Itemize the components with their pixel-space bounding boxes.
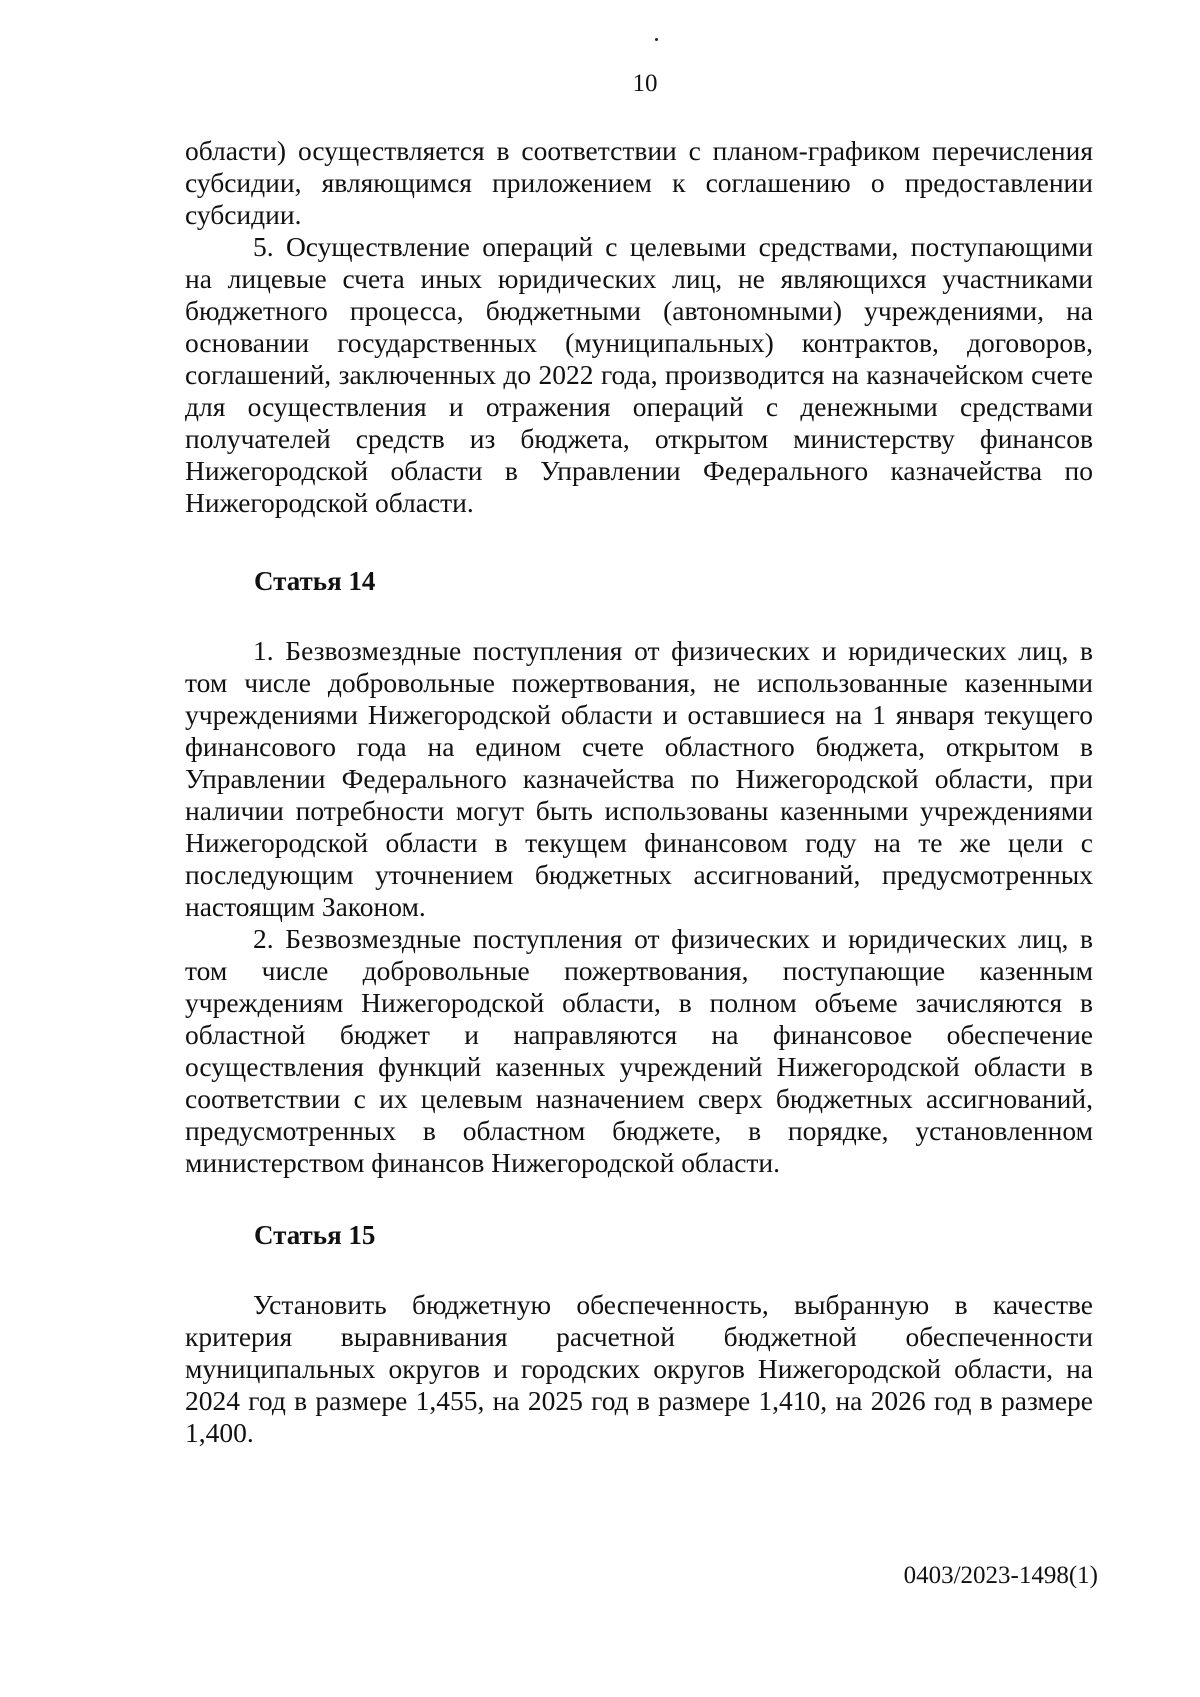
paragraph-continuation: области) осуществляется в соответствии с планом-графиком перечисления субсидии, являющимся приложением к соглашению о предоставлении субсидии.	[185, 135, 1093, 230]
page-number: 10	[632, 70, 658, 97]
article-14-title: Статья 14	[254, 566, 376, 596]
article-14-paragraph-1: 1. Безвозмездные поступления от физических и юридических лиц, в том числе добровольные пожертвования, не использованные казенными учреждениями Нижегородской области и оставшиеся на 1 января текущего финансового года на едином счете областного бюджета, открытом в Управлении Федерального казначейства по Нижегородской области, при наличии потребности могут быть использованы казенными учреждениями Нижегородской области в текущем финансовом году на те же цели с последующим уточнением бюджетных ассигнований, предусмотренных настоящим Законом.	[185, 635, 1093, 922]
top-section	[185, 135, 1093, 519]
article-15-title: Статья 15	[254, 1220, 376, 1250]
document-code: 0403/2023-1498(1)	[903, 1562, 1098, 1589]
article-15-paragraph-1: Установить бюджетную обеспеченность, выбранную в качестве критерия выравнивания расчетной бюджетной обеспеченности муниципальных округов и городских округов Нижегородской области, на 2024 год в размере 1,455, на 2025 год в размере 1,410, на 2026 год в размере 1,400.	[185, 1289, 1093, 1448]
article-14-paragraph-2: 2. Безвозмездные поступления от физических и юридических лиц, в том числе добровольные пожертвования, поступающие казенным учреждениям Нижегородской области, в полном объеме зачисляются в областной бюджет и направляются на финансовое обеспечение осуществления функций казенных учреждений Нижегородской области в соответствии с их целевым назначением сверх бюджетных ассигнований, предусмотренных в областном бюджете, в порядке, установленном министерством финансов Нижегородской области.	[185, 923, 1093, 1178]
scan-dot-mark	[655, 38, 658, 41]
article-15-body	[185, 1289, 1093, 1449]
paragraph-5: 5. Осуществление операций с целевыми средствами, поступающими на лицевые счета иных юридических лиц, не являющихся участниками бюджетного процесса, бюджетными (автономными) учреждениями, на основании государственных (муниципальных) контрактов, договоров, соглашений, заключенных до 2022 года, производится на казначейском счете для осуществления и отражения операций с денежными средствами получателей средств из бюджета, открытом министерству финансов Нижегородской области в Управлении Федерального казначейства по Нижегородской области.	[185, 231, 1093, 518]
article-14-body	[185, 635, 1093, 1179]
